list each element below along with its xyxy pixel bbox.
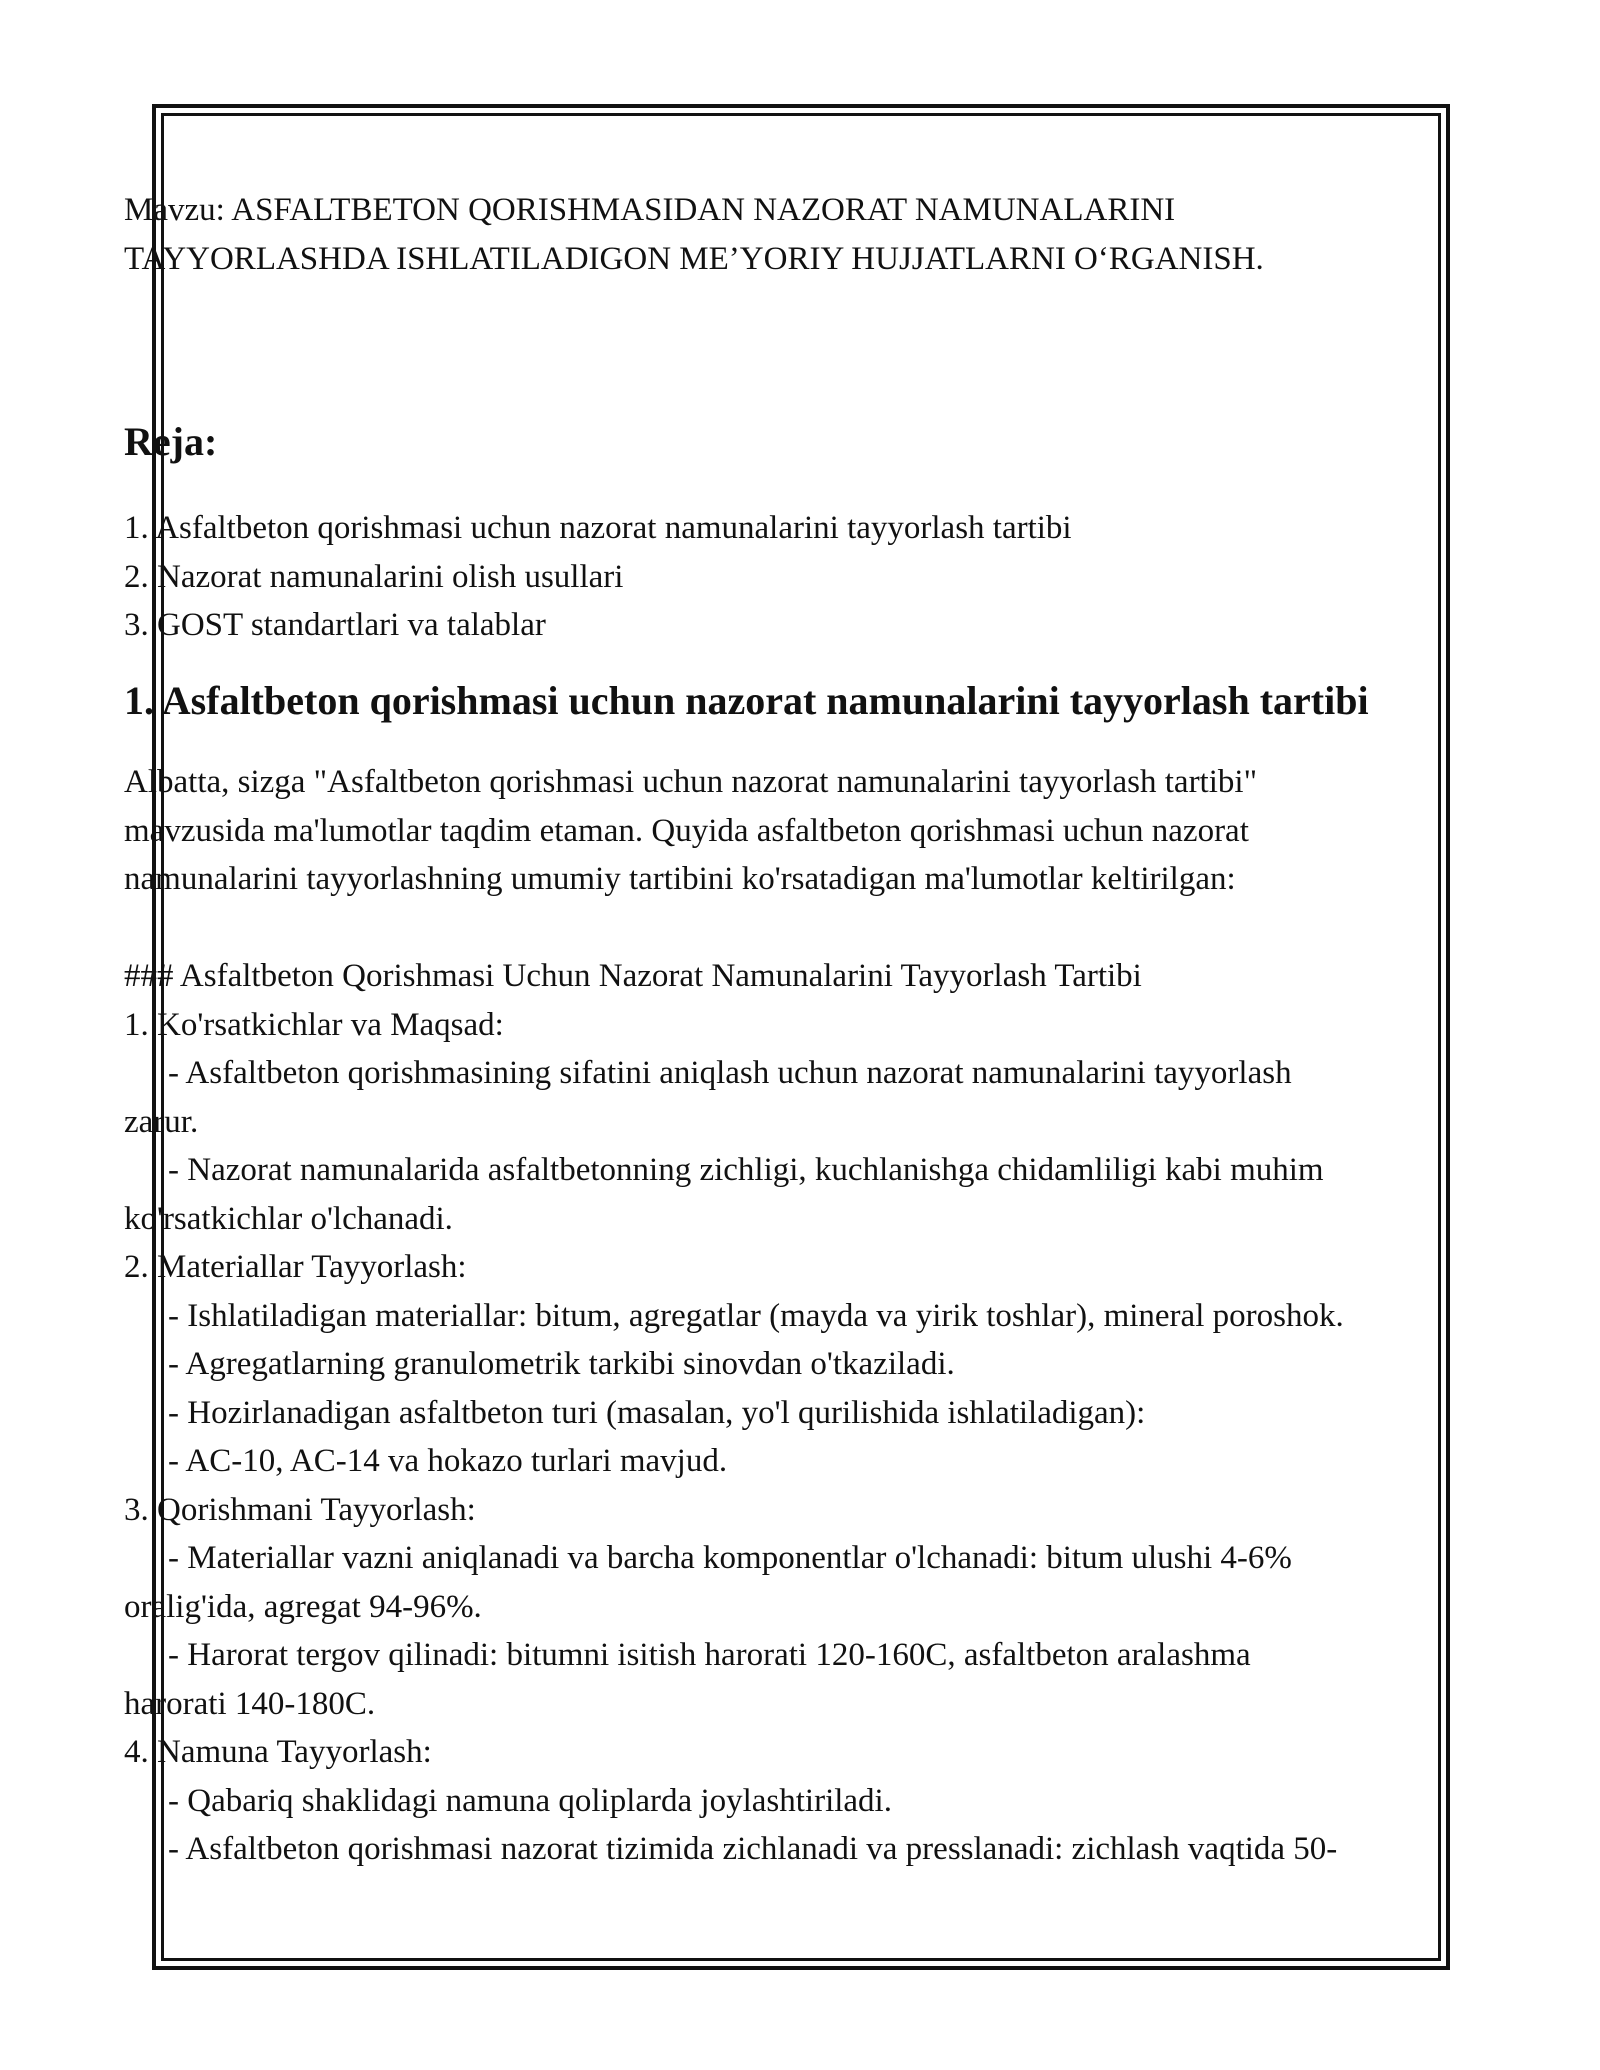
document-title — [124, 186, 1264, 284]
intro-line-1: Albatta, sizga "Asfaltbeton qorishmasi uchun nazorat namunalarini tayyorlash tartibi" — [124, 764, 1258, 800]
reja-heading: Reja: — [124, 419, 218, 464]
detail-item-2-title: 2. Materiallar Tayyorlash: — [124, 1249, 467, 1285]
detail-item-4-point-1: - Qabariq shaklidagi namuna qoliplarda joylashtiriladi. — [168, 1782, 892, 1819]
detail-item-1-point-1: - Asfaltbeton qorishmasining sifatini aniqlash uchun nazorat namunalarini tayyorlash — [168, 1055, 1292, 1091]
detail-item-1-title: 1. Ko'rsatkichlar va Maqsad: — [124, 1006, 504, 1043]
title-line-1: Mavzu: ASFALTBETON QORISHMASIDAN NAZORAT NAMUNALARINI — [124, 192, 1176, 228]
reja-list — [124, 504, 1072, 650]
detail-item-2-point-2: - Agregatlarning granulometrik tarkibi sinovdan o'tkaziladi. — [168, 1346, 955, 1382]
intro-line-2: mavzusida ma'lumotlar taqdim etaman. Quyida asfaltbeton qorishmasi uchun nazorat — [124, 812, 1249, 849]
detail-item-2-point-3: - Hozirlanadigan asfaltbeton turi (masalan, yo'l qurilishida ishlatiladigan): — [168, 1394, 1146, 1431]
reja-item-3: 3. GOST standartlari va talablar — [124, 607, 546, 643]
detail-item-3-point-1-cont: oralig'ida, agregat 94-96%. — [124, 1588, 482, 1625]
detail-item-3-point-2: - Harorat tergov qilinadi: bitumni isitish harorati 120-160C, asfaltbeton aralashma — [168, 1637, 1251, 1673]
intro-line-3: namunalarini tayyorlashning umumiy tartibini ko'rsatadigan ma'lumotlar keltirilgan: — [124, 861, 1236, 897]
detail-item-1-point-1-cont: zarur. — [124, 1103, 199, 1140]
detail-item-3-title: 3. Qorishmani Tayyorlash: — [124, 1491, 476, 1528]
detail-item-3-point-1: - Materiallar vazni aniqlanadi va barcha komponentlar o'lchanadi: bitum ulushi 4-6% — [168, 1540, 1292, 1576]
detail-item-4-point-2: - Asfaltbeton qorishmasi nazorat tizimida zichlanadi va presslanadi: zichlash vaqtida 50- — [168, 1831, 1338, 1867]
detail-item-4-title: 4. Namuna Tayyorlash: — [124, 1734, 432, 1770]
section-1-details — [124, 952, 1344, 1874]
reja-item-2: 2. Nazorat namunalarini olish usullari — [124, 558, 624, 595]
section-1-heading: 1. Asfaltbeton qorishmasi uchun nazorat namunalarini tayyorlash tartibi — [124, 678, 1369, 723]
section-1-intro — [124, 758, 1257, 904]
reja-item-1: 1. Asfaltbeton qorishmasi uchun nazorat namunalarini tayyorlash tartibi — [124, 510, 1072, 546]
detail-heading: ### Asfaltbeton Qorishmasi Uchun Nazorat Namunalarini Tayyorlash Tartibi — [124, 958, 1142, 994]
detail-item-3-point-2-cont: harorati 140-180C. — [124, 1685, 376, 1722]
title-line-2: TAYYORLASHDA ISHLATILADIGON ME’YORIY HUJJATLARNI O‘RGANISH. — [124, 241, 1264, 277]
detail-item-1-point-2-cont: ko'rsatkichlar o'lchanadi. — [124, 1200, 453, 1237]
detail-item-1-point-2: - Nazorat namunalarida asfaltbetonning zichligi, kuchlanishga chidamliligi kabi muhim — [168, 1152, 1324, 1188]
detail-item-2-point-1: - Ishlatiladigan materiallar: bitum, agregatlar (mayda va yirik toshlar), mineral poroshok. — [168, 1297, 1344, 1334]
detail-item-2-subpoint-1: - AC-10, AC-14 va hokazo turlari mavjud. — [168, 1443, 728, 1479]
